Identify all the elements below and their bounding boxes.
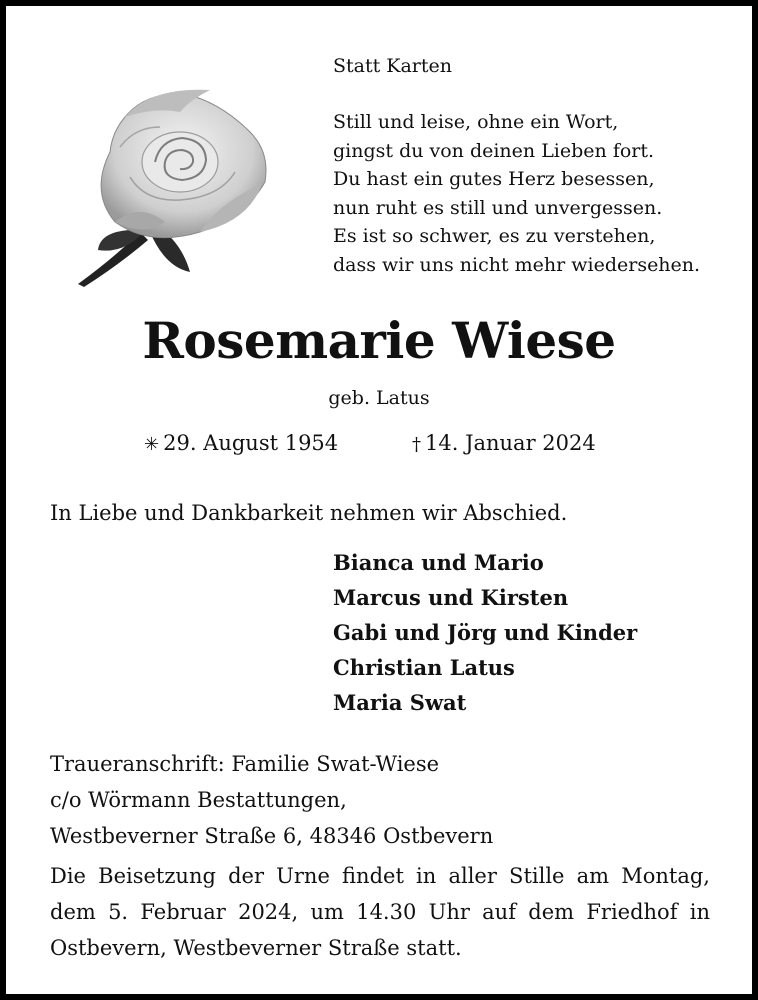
poem-line: Du hast ein gutes Herz besessen, bbox=[333, 168, 655, 190]
deceased-name: Rosemarie Wiese bbox=[142, 311, 616, 370]
intro-text: Statt Karten bbox=[333, 55, 453, 77]
poem-line: nun ruht es still und unvergessen. bbox=[333, 196, 663, 219]
death-date: 14. Januar 2024 bbox=[425, 431, 596, 455]
mourner-name: Bianca und Mario bbox=[333, 550, 544, 575]
address-line: c/o Wörmann Bestattungen, bbox=[50, 788, 347, 812]
mourner-name: Maria Swat bbox=[333, 690, 467, 715]
birth-star-icon: ✳ bbox=[144, 434, 160, 455]
address-line: Traueranschrift: Familie Swat-Wiese bbox=[50, 752, 440, 776]
mourners-list bbox=[333, 545, 637, 720]
poem bbox=[333, 108, 700, 279]
address-line: Westbeverner Straße 6, 48346 Ostbevern bbox=[50, 824, 494, 848]
poem-line: dass wir uns nicht mehr wiedersehen. bbox=[333, 253, 701, 276]
birth-date: 29. August 1954 bbox=[163, 431, 339, 455]
mourner-name: Christian Latus bbox=[333, 655, 515, 680]
death-cross-icon: † bbox=[412, 434, 421, 455]
mourner-name: Gabi und Jörg und Kinder bbox=[333, 620, 638, 645]
poem-line: Still und leise, ohne ein Wort, bbox=[333, 111, 619, 133]
rose-icon bbox=[70, 82, 290, 292]
birth-date-group bbox=[144, 428, 338, 460]
mourning-address bbox=[50, 746, 493, 854]
maiden-name: geb. Latus bbox=[328, 387, 430, 409]
burial-notice: Die Beisetzung der Urne findet in aller Stille am Montag, dem 5. Februar 2024, um 14.30 Uhr auf dem Friedhof in Ostbevern, Westbeverner Straße statt. bbox=[50, 864, 710, 960]
mourner-name: Marcus und Kirsten bbox=[333, 585, 569, 610]
poem-line: Es ist so schwer, es zu verstehen, bbox=[333, 225, 656, 247]
death-date-group bbox=[412, 428, 596, 460]
poem-line: gingst du von deinen Lieben fort. bbox=[333, 139, 655, 162]
farewell-text: In Liebe und Dankbarkeit nehmen wir Abschied. bbox=[50, 501, 568, 525]
